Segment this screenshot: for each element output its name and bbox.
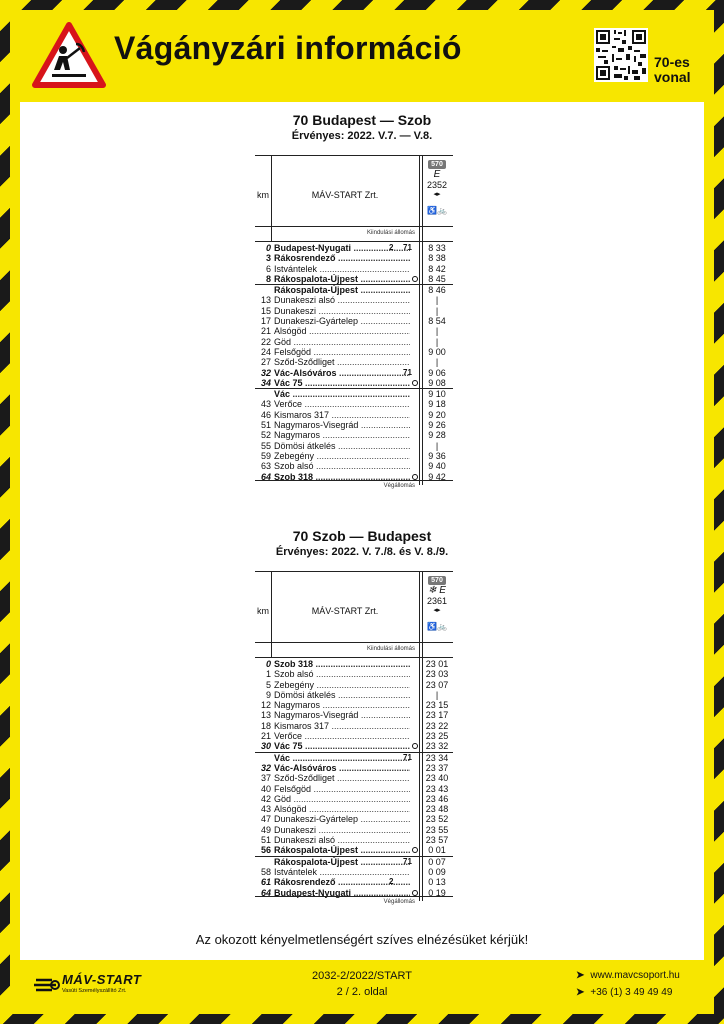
timetable-2-rows <box>255 659 453 898</box>
table-row: 37 Sződ-Sződliget ..... 23 40 <box>255 773 453 783</box>
table-row: 15 Dunakeszi ..... | <box>255 306 453 316</box>
document-id: 2032-2/2022/START <box>312 970 412 982</box>
arrow-right-icon: ➤ <box>576 987 585 998</box>
table-row: Vác ..... 71 23 34 <box>255 752 453 763</box>
table-row: 34 Vác 75 ..... 9 08 <box>255 378 453 388</box>
page-number: 2 / 2. oldal <box>336 986 388 998</box>
table-row: 46 Kismaros 317 ..... 9 20 <box>255 410 453 420</box>
train-class: E <box>433 169 441 180</box>
table-row: 8 Rákospalota-Újpest ..... 8 45 <box>255 274 453 284</box>
brand-subtitle: Vasúti Személyszállító Zrt. <box>62 988 127 994</box>
footer-rule <box>255 480 453 481</box>
table-row: 13 Nagymaros-Visegrád ..... 23 17 <box>255 710 453 720</box>
website-link[interactable] <box>576 970 680 981</box>
line-label-line-1: 70-es <box>654 54 690 70</box>
train-class: ❄ E <box>428 585 446 596</box>
timetable-2 <box>255 571 453 911</box>
table-row: Vác ..... 9 10 <box>255 388 453 399</box>
page-title: Vágányzári információ <box>114 30 462 66</box>
operator-name: MÁV-START Zrt. <box>311 606 379 616</box>
end-station-label: Végállomás <box>383 483 415 489</box>
table-row: 43 Verőce ..... 9 18 <box>255 399 453 409</box>
table-row: 21 Verőce ..... 23 25 <box>255 731 453 741</box>
table-row: 47 Dunakeszi-Gyártelep ..... 23 52 <box>255 814 453 824</box>
end-station-label: Végállomás <box>383 899 415 905</box>
km-divider <box>271 155 272 242</box>
table-row: 55 Dömösi átkelés ..... | <box>255 441 453 451</box>
phone-link[interactable] <box>576 987 672 998</box>
start-station-label: Kiindulási állomás <box>366 230 415 236</box>
table-row: Rákospalota-Újpest ..... 71 0 07 <box>255 856 453 867</box>
timetable-1-validity: Érvényes: 2022. V.7. — V.8. <box>291 130 433 142</box>
phone-text: +36 (1) 3 49 49 49 <box>590 987 673 998</box>
km-divider <box>271 571 272 658</box>
table-row: 6 Istvántelek ..... 8 42 <box>255 264 453 274</box>
table-row: 61 Rákosrendező ..... 2 0 13 <box>255 877 453 887</box>
table-row: 51 Dunakeszi alsó ..... 23 57 <box>255 835 453 845</box>
table-row: 17 Dunakeszi-Gyártelep ..... 8 54 <box>255 316 453 326</box>
start-station-label: Kiindulási állomás <box>366 646 415 652</box>
table-row: 64 Szob 318 ..... 9 42 <box>255 472 453 482</box>
table-row: 5 Zebegény ..... 23 07 <box>255 680 453 690</box>
train-header <box>421 574 453 631</box>
table-row: 0 Szob 318 ..... 23 01 <box>255 659 453 669</box>
table-row: 32 Vác-Alsóváros ..... 71 9 06 <box>255 368 453 378</box>
table-row: 52 Nagymaros ..... 9 28 <box>255 430 453 440</box>
route-badge: 570 <box>428 160 446 169</box>
operator-name: MÁV-START Zrt. <box>311 190 379 200</box>
timetable-1-rows <box>255 243 453 482</box>
table-row: 30 Vác 75 ..... 23 32 <box>255 741 453 751</box>
website-text: www.mavcsoport.hu <box>590 970 680 981</box>
arrow-right-icon: ➤ <box>576 970 585 981</box>
km-header: km <box>257 606 269 616</box>
bike-wheelchair-icon: ♿🚲 <box>427 622 447 631</box>
table-row: 49 Dunakeszi ..... 23 55 <box>255 825 453 835</box>
track-work-warning-icon <box>32 22 106 88</box>
bike-wheelchair-icon: ♿🚲 <box>427 206 447 215</box>
km-header: km <box>257 190 269 200</box>
table-row: 58 Istvántelek ..... 0 09 <box>255 867 453 877</box>
line-label-line-2: vonal <box>654 69 691 85</box>
table-row: 18 Kismaros 317 ..... 23 22 <box>255 721 453 731</box>
table-row: 64 Budapest-Nyugati ..... 0 19 <box>255 888 453 898</box>
table-row: 59 Zebegény ..... 9 36 <box>255 451 453 461</box>
table-row: 9 Dömösi átkelés ..... | <box>255 690 453 700</box>
table-row: 21 Alsógöd ..... | <box>255 326 453 336</box>
train-number: 2361 <box>426 596 448 606</box>
table-row: 63 Szob alsó ..... 9 40 <box>255 461 453 471</box>
route-badge: 570 <box>428 576 446 585</box>
footer-rule <box>255 896 453 897</box>
table-row: 1 Szob alsó ..... 23 03 <box>255 669 453 679</box>
table-row: 32 Vác-Alsóváros ..... 23 37 <box>255 763 453 773</box>
brand-name: MÁV-START <box>62 972 142 987</box>
table-row: 13 Dunakeszi alsó ..... | <box>255 295 453 305</box>
table-row: 24 Felsőgöd ..... 9 00 <box>255 347 453 357</box>
apology-message: Az okozott kényelmetlenségért szíves elnézésüket kérjük! <box>195 932 529 947</box>
table-row: 27 Sződ-Sződliget ..... | <box>255 357 453 367</box>
direction-arrow-icon: ◂▸ <box>433 191 441 198</box>
timetable-2-title: 70 Szob — Budapest <box>292 528 432 544</box>
timetable-1-title: 70 Budapest — Szob <box>292 112 432 128</box>
train-number: 2352 <box>426 180 448 190</box>
table-row: 56 Rákospalota-Újpest ..... 0 01 <box>255 845 453 855</box>
line-number-label <box>654 55 714 85</box>
timetable-2-validity: Érvényes: 2022. V. 7./8. és V. 8./9. <box>275 546 449 558</box>
table-row: 40 Felsőgöd ..... 23 43 <box>255 784 453 794</box>
header-rule <box>255 241 453 242</box>
table-row: 51 Nagymaros-Visegrád ..... 9 26 <box>255 420 453 430</box>
timetable-1 <box>255 155 453 495</box>
table-row: 42 Göd ..... 23 46 <box>255 794 453 804</box>
qr-code[interactable] <box>594 28 648 82</box>
direction-arrow-icon: ◂▸ <box>433 607 441 614</box>
timetable-2-header <box>255 571 453 643</box>
table-row: 43 Alsógöd ..... 23 48 <box>255 804 453 814</box>
train-header <box>421 158 453 215</box>
table-row: 3 Rákosrendező ..... 8 38 <box>255 253 453 263</box>
table-row: 12 Nagymaros ..... 23 15 <box>255 700 453 710</box>
table-row: 22 Göd ..... | <box>255 337 453 347</box>
header-rule <box>255 657 453 658</box>
table-row: Rákospalota-Újpest ..... 8 46 <box>255 284 453 295</box>
table-row: 0 Budapest-Nyugati ..... 2 71 8 33 <box>255 243 453 253</box>
timetable-1-header <box>255 155 453 227</box>
